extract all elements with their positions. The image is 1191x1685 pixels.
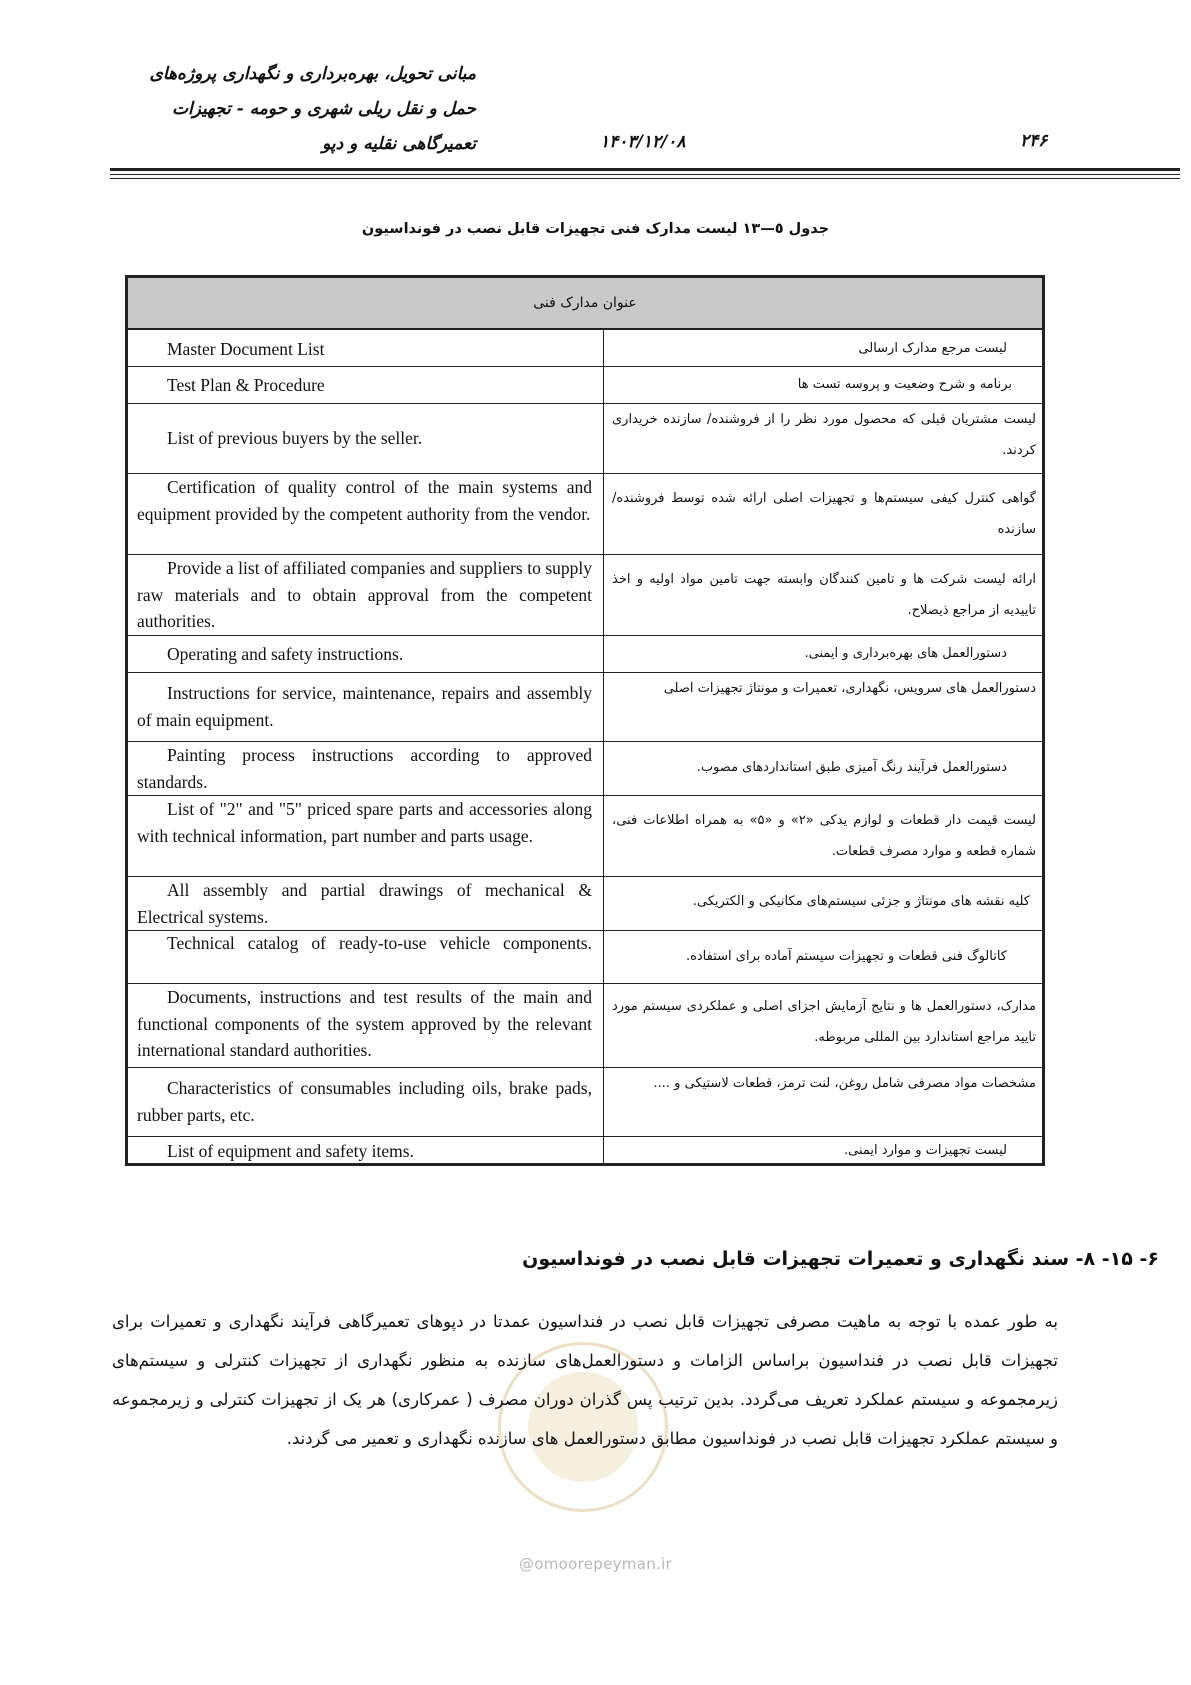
table-cell-en: List of "2" and "5" priced spare parts and accessories along with technical information, part number and parts usage. bbox=[137, 799, 592, 846]
header-date: ۱۴۰۳/۱۲/۰۸ bbox=[600, 132, 686, 152]
header-rule bbox=[110, 174, 1180, 175]
table-cell-fa: مدارک، دستورالعمل ها و نتایج آزمایش اجزای اصلی و عملکردی سیستم مورد تایید مراجع استاندارد بین المللی مربوطه. bbox=[612, 999, 1036, 1045]
table-cell-fa: لیست تجهیزات و موارد ایمنی. bbox=[844, 1143, 1007, 1158]
table-cell-en: All assembly and partial drawings of mechanical & Electrical systems. bbox=[137, 880, 592, 927]
table-cell-fa: دستورالعمل های سرویس، نگهداری، تعمیرات و مونتاژ تجهیزات اصلی bbox=[663, 681, 1036, 696]
table-caption: جدول ٥—۱۳ لیست مدارک فنی تجهیزات قابل نصب در فونداسیون bbox=[361, 221, 830, 237]
table-cell-en: Technical catalog of ready-to-use vehicle components. bbox=[167, 933, 592, 953]
header-rule bbox=[110, 168, 1180, 171]
header-title-line-2: حمل و نقل ریلی شهری و حومه - تجهیزات bbox=[171, 99, 476, 119]
column-divider bbox=[603, 330, 604, 1163]
table-cell-fa: لیست قیمت دار قطعات و لوازم یدکی «۲» و «۵» به همراه اطلاعات فنی، شماره قطعه و موارد مصرف قطعات. bbox=[612, 813, 1036, 859]
table-cell-fa: مشخصات مواد مصرفی شامل روغن، لنت ترمز، قطعات لاستیکی و .... bbox=[653, 1076, 1036, 1091]
table-header: عنوان مدارک فنی bbox=[128, 278, 1042, 330]
table-cell-fa: کاتالوگ فنی قطعات و تجهیزات سیستم آماده برای استفاده. bbox=[685, 949, 1007, 964]
table-cell-fa: گواهی کنترل کیفی سیستم‌ها و تجهیزات اصلی ارائه شده توسط فروشنده/ سازنده bbox=[612, 491, 1036, 537]
table-cell-fa: ارائه لیست شرکت ها و تامین کنندگان وابسته جهت تامین مواد اولیه و اخذ تاییدیه از مراجع ذیصلاح. bbox=[612, 572, 1036, 618]
table-cell-en: Characteristics of consumables including oils, brake pads, rubber parts, etc. bbox=[137, 1078, 592, 1125]
table-cell-en: Provide a list of affiliated companies and suppliers to supply raw materials and to obtain approval from the competent authorities. bbox=[137, 558, 592, 631]
table-cell-fa: لیست مشتریان قبلی که محصول مورد نظر را از فروشنده/ سازنده خریداری کردند. bbox=[612, 412, 1036, 458]
table-cell-en: List of equipment and safety items. bbox=[167, 1141, 414, 1161]
table-cell-fa: برنامه و شرح وضعیت و پروسه تست ها bbox=[797, 377, 1012, 392]
section-paragraph: به طور عمده با توجه به ماهیت مصرفی تجهیزات قابل نصب در فنداسیون عمدتا در دپوهای تعمیرگاهی فرآیند نگهداری و تعمیرات برای تجهیزات قابل نصب در فنداسیون براساس الزامات و دستورالعمل‌های سازنده به منظور نگهداری از تجهیزات کنترلی و سیستم‌های زیرمجموعه و سیستم عملکرد تعریف می‌گردد. بدین ترتیب پس گذران دوران مصرف ( عمرکاری) هر یک از تجهیزات کنترلی و زیرمجموعه و سیستم عملکرد تجهیزات قابل نصب در فونداسیون مطابق دستورالعمل های سازنده نگهداری و تعمیر می گردند. bbox=[112, 1312, 1058, 1448]
table-cell-fa: لیست مرجع مدارک ارسالی bbox=[858, 341, 1007, 356]
header-rule bbox=[110, 178, 1180, 179]
table-cell-fa: دستورالعمل فرآیند رنگ آمیزی طبق استانداردهای مصوب. bbox=[696, 760, 1007, 775]
row-divider bbox=[128, 366, 1042, 367]
section-title: ۶- ۱۵- ۸- سند نگهداری و تعمیرات تجهیزات قابل نصب در فونداسیون bbox=[522, 1248, 1159, 1270]
header-title-line-3: تعمیرگاهی نقلیه و دپو bbox=[322, 134, 476, 154]
table-cell-en: Painting process instructions according to approved standards. bbox=[137, 745, 592, 792]
row-divider bbox=[128, 635, 1042, 636]
table-cell-en: Test Plan & Procedure bbox=[167, 375, 325, 395]
table-cell-en: Operating and safety instructions. bbox=[167, 644, 404, 664]
header-title-line-1: مبانی تحویل، بهره‌برداری و نگهداری پروژه‌های bbox=[149, 64, 476, 84]
table-cell-fa: دستورالعمل های بهره‌برداری و ایمنی. bbox=[804, 646, 1007, 661]
watermark-text: @omoorepeyman.ir bbox=[518, 1555, 673, 1573]
table-cell-fa: کلیه نقشه های مونتاژ و جزئی سیستم‌های مکانیکی و الکتریکی. bbox=[692, 894, 1030, 909]
page-number: ۲۴۶ bbox=[1020, 131, 1048, 151]
table-cell-en: Documents, instructions and test results of the main and functional components of the system approved by the relevant international standard authorities. bbox=[137, 987, 592, 1060]
table-cell-en: List of previous buyers by the seller. bbox=[167, 428, 423, 448]
table-cell-en: Master Document List bbox=[167, 339, 325, 359]
table-cell-en: Instructions for service, maintenance, repairs and assembly of main equipment. bbox=[137, 683, 592, 730]
table-cell-en: Certification of quality control of the main systems and equipment provided by the competent authority from the vendor. bbox=[137, 477, 592, 524]
